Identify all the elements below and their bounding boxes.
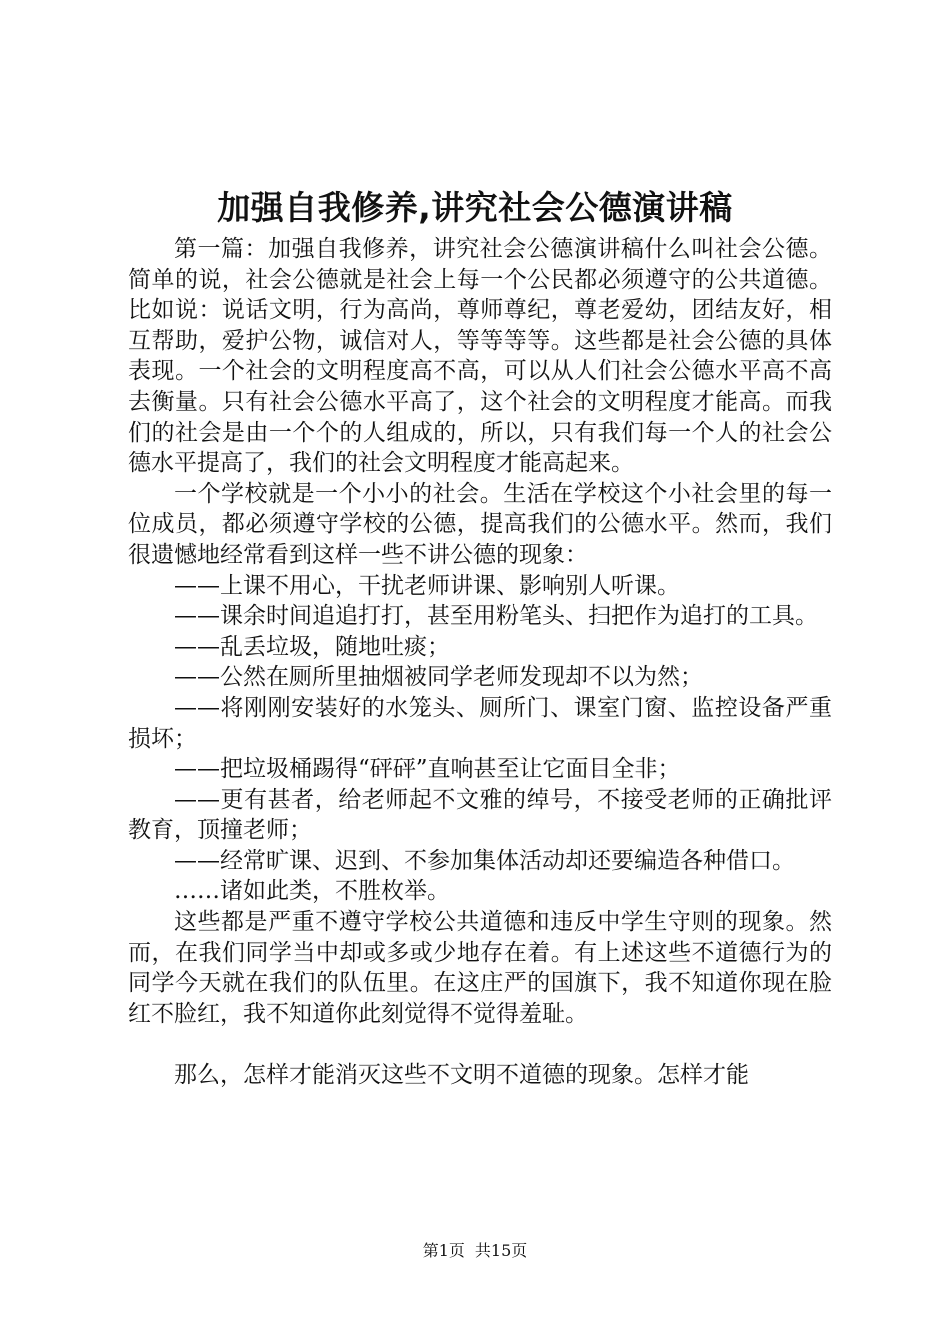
paragraph: ——将刚刚安装好的水笼头、厕所门、课室门窗、监控设备严重损坏； (128, 694, 832, 752)
paragraph: 第一篇：加强自我修养，讲究社会公德演讲稿什么叫社会公德。简单的说，社会公德就是社会上每一个公民都必须遵守的公共道德。比如说：说话文明，行为高尚，尊师尊纪，尊老爱幼，团结友好，相互帮助，爱护公物，诚信对人，等等等等。这些都是社会公德的具体表现。一个社会的文明程度高不高，可以从人们社会公德水平高不高去衡量。只有社会公德水平高了，这个社会的文明程度才能高。而我们的社会是由一个个的人组成的，所以，只有我们每一个人的社会公德水平提高了，我们的社会文明程度才能高起来。 (128, 236, 832, 477)
page-footer (0, 1240, 950, 1262)
paragraph: ——课余时间追追打打，甚至用粉笔头、扫把作为追打的工具。 (174, 603, 818, 630)
paragraph: 一个学校就是一个小小的社会。生活在学校这个小社会里的每一位成员，都必须遵守学校的公德，提高我们的公德水平。然而，我们很遗憾地经常看到这样一些不讲公德的现象： (128, 480, 832, 568)
page-number: 第1页 (422, 1241, 465, 1260)
paragraph: 这些都是严重不遵守学校公共道德和违反中学生守则的现象。然而，在我们同学当中却或多或少地存在着。有上述这些不道德行为的同学今天就在我们的队伍里。在这庄严的国旗下，我不知道你现在脸红不脸红，我不知道你此刻觉得不觉得羞耻。 (128, 909, 832, 1027)
paragraph: ——经常旷课、迟到、不参加集体活动却还要编造各种借口。 (174, 847, 795, 874)
paragraph: 那么，怎样才能消灭这些不文明不道德的现象。怎样才能 (174, 1062, 749, 1089)
document-title: 加强自我修养,讲究社会公德演讲稿 (217, 188, 733, 227)
paragraph: ——上课不用心，干扰老师讲课、影响别人听课。 (174, 572, 680, 599)
paragraph: ——公然在厕所里抽烟被同学老师发现却不以为然； (174, 664, 703, 691)
paragraph: ——更有甚者，给老师起不文雅的绰号，不接受老师的正确批评教育，顶撞老师； (128, 786, 832, 844)
paragraph: ——把垃圾桶踢得“砰砰”直响甚至让它面目全非； (174, 756, 681, 783)
page-total: 共15页 (474, 1241, 528, 1260)
paragraph: ……诸如此类，不胜枚举。 (174, 878, 450, 905)
paragraph: ——乱丢垃圾，随地吐痰； (174, 633, 450, 660)
document-body (128, 234, 832, 1091)
